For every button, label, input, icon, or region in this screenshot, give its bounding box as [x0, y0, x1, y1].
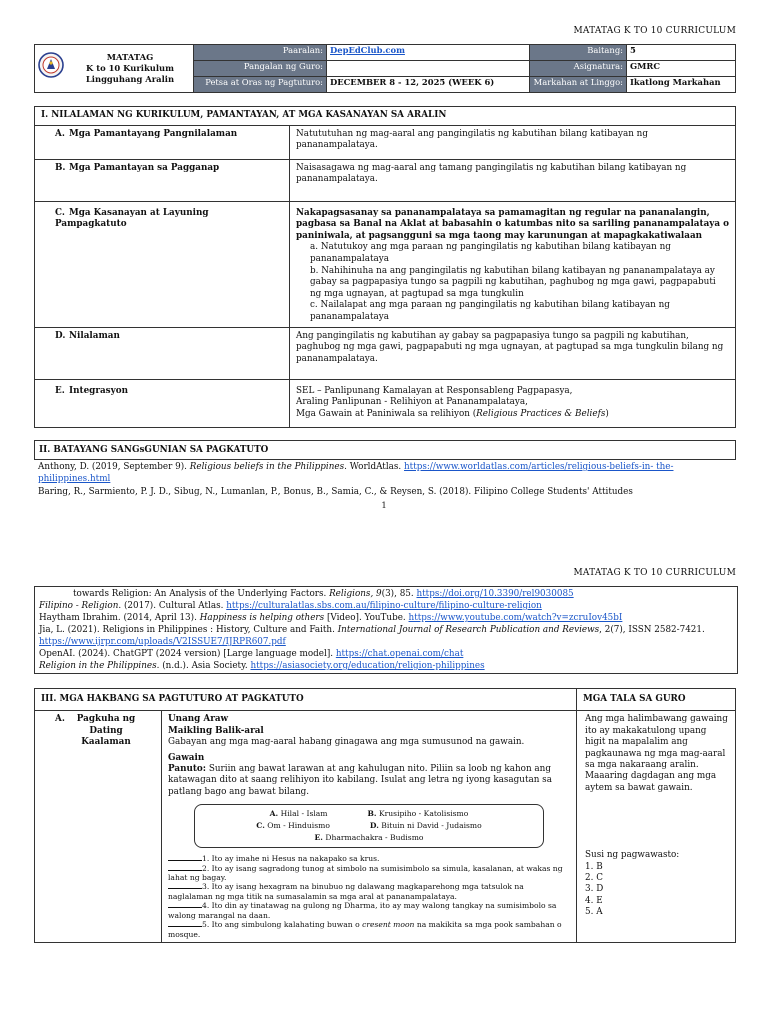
choices-row-2 [203, 820, 535, 832]
choice-d-text: Bituin ni David - Judaismo [378, 821, 482, 831]
choices-row-3 [203, 832, 535, 844]
ref-5-title: International Journal of Research Publication and Reviews [337, 625, 600, 635]
row-e-label [35, 379, 290, 427]
answer-blank[interactable] [168, 888, 202, 889]
title-line-3: Lingguhang Aralin [85, 74, 175, 84]
row-e-line-1: SEL – Panlipunang Kamalayan at Responsableng Pagpapasya, [296, 385, 573, 396]
question-item [168, 864, 570, 883]
row-e-letter: E. [55, 385, 65, 396]
choice-e-letter: E. [314, 833, 323, 843]
petsa-value: DECEMBER 8 - 12, 2025 (WEEK 6) [327, 77, 530, 93]
choice-c-text: Om - Hinduismo [264, 821, 330, 831]
question-item [168, 920, 570, 939]
ref-6-link[interactable]: https://chat.openai.com/chat [335, 649, 464, 659]
ref-2-continued [39, 588, 733, 600]
guro-value [327, 61, 530, 77]
notes-column-title: MGA TALA SA GURO [577, 689, 736, 711]
references-continued [34, 586, 738, 674]
deped-seal-icon [38, 45, 64, 85]
ref-4-link[interactable]: https://www.youtube.com/watch?v=zcruIov45bI [408, 613, 623, 623]
choice-d [370, 820, 482, 832]
ref-7-link[interactable]: https://asiasociety.org/education/religion-philippines [250, 661, 485, 671]
school-link[interactable]: DepEdClub.com [330, 45, 405, 55]
instructions [168, 764, 570, 798]
ref-5-link[interactable]: https://www.ijrpr.com/uploads/V2ISSUE7/IJRPR607.pdf [39, 637, 286, 647]
paaralan-label: Paaralan: [194, 45, 327, 61]
answer-blank[interactable] [168, 870, 202, 871]
baitang-value: 5 [627, 45, 736, 61]
question-5-text: 5. Ito ang simbulong kalahating buwan o [202, 920, 363, 930]
choice-d-letter: D. [369, 821, 379, 831]
ref-4-post: [Video]. YouTube. [324, 613, 409, 623]
step-a-label-text: Pagkuha ng Dating Kaalaman [76, 714, 136, 748]
ref-6-pre: OpenAI. (2024). ChatGPT (2024 version) [Large language model]. [39, 649, 336, 659]
ref-6 [39, 648, 733, 660]
step-a-label [35, 711, 162, 943]
row-d-letter: D. [55, 330, 66, 341]
choices-box [194, 804, 544, 848]
row-b-text: Naisasagawa ng mag-aaral ang tamang pangingilatis ng kabutihan bilang katibayan ng pananampalataya. [290, 159, 736, 201]
ref-3-post: . (2017). Cultural Atlas. [118, 601, 227, 611]
question-item [168, 901, 570, 920]
answer-key-item: 2. C [585, 873, 603, 884]
ref-1-pre: Anthony, D. (2019, September 9). [38, 462, 190, 472]
row-c-item-c: c. Nailalapat ang mga paraan ng pangingilatis ng kabutihan bilang katibayan ng pananampalataya [310, 300, 670, 322]
question-4-text: 4. Ito din ay tinatawag na gulong ng Dharma, ito ay may walong tangkay na sumisimbolo sa walong marangal na daan. [168, 901, 557, 920]
step-a-label-wrap [55, 714, 155, 748]
answer-key-item: 3. D [585, 884, 604, 895]
section-1-table [34, 106, 736, 428]
section-2-title: II. BATAYANG SANGsGUNIAN SA PAGKATUTO [34, 440, 736, 460]
answer-key-item: 5. A [585, 907, 603, 918]
instructions-text: Suriin ang bawat larawan at ang kahulugan nito. Piliin sa loob ng kahon ang katawagan dito at saang relihiyon ito kabilang. Isulat ang letra ng iyong kasagutan sa patlang bago ang bawat bilang. [168, 764, 552, 797]
row-d-text: Ang pangingilatis ng kabutihan ay gabay sa pagpapasiya tungo sa pagpili ng kabutihan, paghubog ng mga gawi, pagpapabuti ng mga ugnayan, at pagtupad sa mga tungkulin bilang ng pananampalataya. [290, 327, 736, 379]
teacher-notes [577, 711, 736, 943]
deped-seal-cell [35, 45, 68, 93]
baitang-label: Baitang: [530, 45, 627, 61]
activity-label: Gawain [168, 752, 205, 763]
question-items [168, 854, 570, 939]
ref-5-pre: Jia, L. (2021). Religions in Philippines : History, Culture and Faith. [39, 625, 338, 635]
row-e-line-3-pre: Mga Gawain at Paniniwala sa relihiyon ( [296, 408, 477, 419]
answer-blank[interactable] [168, 926, 202, 927]
title-line-2: K to 10 Kurikulum [86, 63, 174, 73]
row-b-letter: B. [55, 162, 66, 173]
asignatura-value: GMRC [627, 61, 736, 77]
step-a-content [162, 711, 577, 943]
row-a-label [35, 125, 290, 159]
ref-7 [39, 660, 733, 672]
answer-key-item: 4. E [585, 895, 603, 906]
page-number: 1 [381, 500, 387, 510]
lesson-header-table [34, 44, 736, 93]
petsa-label: Petsa at Oras ng Pagtuturo: [194, 77, 327, 93]
markahan-label: Markahan at Linggo: [530, 77, 627, 93]
ref-2-cont-em: Religions, 9 [329, 589, 382, 599]
answer-blank[interactable] [168, 860, 202, 861]
ref-4 [39, 612, 733, 624]
question-5-em: cresent moon [362, 920, 415, 930]
row-c-item-b: b. Nahihinuha na ang pangingilatis ng kabutihan bilang katibayan ng pananampalataya ay gabay sa pagpapasiya tungo sa pagpili ng kabutihan, paghubog ng mga gawi, pagpapabuti ng mga ugnayan, at pagtupad sa mga tungkulin [310, 265, 716, 299]
row-e-line-3 [296, 409, 729, 421]
row-a-text: Natututuhan ng mag-aaral ang pangingilatis ng kabutihan bilang katibayan ng pananampalataya. [290, 125, 736, 159]
row-e-content [290, 379, 736, 427]
row-b-label-text: Mga Pamantayan sa Pagganap [69, 162, 220, 173]
ref-7-title: Religion in the Philippines [39, 661, 157, 671]
section-3-table [34, 688, 736, 943]
row-c-main: Nakapagsasanay sa pananampalataya sa pamamagitan ng regular na pananalangin, pagbasa sa Banal na Aklat at babasahin o katumbas nito sa sariling pananampalataya o paniniwala, at pagsangguni sa mga taong may karunungan at mapagkakatiwalaan [296, 207, 730, 241]
row-c-label [35, 201, 290, 327]
review-label: Maikling Balik-aral [168, 725, 264, 736]
ref-2-cont-pre: towards Religion: An Analysis of the Underlying Factors. [73, 589, 330, 599]
title-line-1: MATATAG [106, 52, 154, 62]
ref-4-title: Happiness is helping others [199, 613, 325, 623]
answer-blank[interactable] [168, 907, 202, 908]
row-a-label-text: Mga Pamantayang Pangnilalaman [69, 128, 238, 139]
choice-e [315, 832, 424, 844]
ref-5-post: , 2(7), ISSN 2582-7421. [599, 625, 705, 635]
ref-4-pre: Haytham Ibrahim. (2014, April 13). [39, 613, 200, 623]
markahan-value: Ikatlong Markahan [627, 77, 736, 93]
question-item [168, 882, 570, 901]
question-2-text: 2. Ito ay isang sagradong tunog at simbolo na sumisimbolo sa simula, kasalanan, at wakas ng lahat ng bagay. [168, 863, 563, 883]
ref-3 [39, 600, 733, 612]
curriculum-label: MATATAG K TO 10 CURRICULUM [573, 26, 736, 36]
lesson-type-title [67, 45, 194, 93]
ref-1-link[interactable]: https://www.worldatlas.com/articles/religious-beliefs-in- the-philippines.html [38, 462, 674, 484]
choice-c-letter: C. [256, 821, 265, 831]
ref-1-title: Religious beliefs in the Philippines [189, 462, 345, 472]
section-1-title: I. NILALAMAN NG KURIKULUM, PAMANTAYAN, AT MGA KASANAYAN SA ARALIN [35, 107, 736, 126]
ref-2-link[interactable]: https://doi.org/10.3390/rel9030085 [416, 589, 574, 599]
day-label: Unang Araw [168, 714, 229, 725]
row-c-letter: C. [55, 207, 65, 218]
row-c-content [290, 201, 736, 327]
row-e-line-3-post: ) [605, 408, 609, 419]
paaralan-value[interactable] [327, 45, 530, 61]
choice-c [256, 820, 330, 832]
row-d-label-text: Nilalaman [69, 330, 120, 341]
choice-b-letter: B. [367, 809, 377, 819]
question-3-text: 3. Ito ay isang hexagram na binubuo ng dalawang magkaparehong mga tatsulok na naglalaman ng mga titik na sumasalamin sa mga aral at pananampalataya. [168, 882, 524, 901]
teacher-notes-text: Ang mga halimbawang gawaing ito ay makakatulong upang higit na mapalalim ang pagkaunawa ng mga mag-aaral sa mga nakaraang aralin. Maaaring dagdagan ang mga aytem sa bawat gawain. [585, 714, 728, 793]
step-a-letter: A. [55, 714, 65, 725]
answer-key-title: Susi ng pagwawasto: [585, 850, 680, 861]
section-2-block [34, 440, 736, 498]
answer-key-item: 1. B [585, 861, 603, 872]
ref-7-post: . (n.d.). Asia Society. [156, 661, 251, 671]
row-e-line-2: Araling Panlipunan - Relihiyon at Pananampalataya, [296, 397, 528, 408]
row-e-label-text: Integrasyon [69, 385, 128, 396]
row-c-item-a: a. Natutukoy ang mga paraan ng pangingilatis ng kabutihan bilang katibayan ng pananampalataya [310, 242, 671, 264]
question-1-text: 1. Ito ay imahe ni Hesus na nakapako sa krus. [202, 854, 380, 864]
ref-2-cont-post: (3), 85. [381, 589, 417, 599]
choice-b [368, 808, 469, 820]
asignatura-label: Asignatura: [530, 61, 627, 77]
choice-b-text: Krusipiho - Katolisismo [376, 809, 469, 819]
choice-e-text: Dharmachakra - Budismo [322, 833, 424, 843]
curriculum-label-page-2: MATATAG K TO 10 CURRICULUM [573, 568, 736, 578]
ref-3-title: Filipino - Religion [39, 601, 119, 611]
ref-1-post: . WorldAtlas. [344, 462, 405, 472]
section-3-title: III. MGA HAKBANG SA PAGTUTURO AT PAGKATUTO [35, 689, 577, 711]
question-item [168, 854, 570, 863]
ref-2: Baring, R., Sarmiento, P. J. D., Sibug, N., Lumanlan, P., Bonus, B., Samia, C., & Reysen, S. (2018). Filipino College Students' Attitudes [38, 487, 633, 497]
ref-1 [34, 460, 736, 486]
review-text: Gabayan ang mga mag-aaral habang ginagawa ang mga sumusunod na gawain. [168, 737, 525, 748]
choice-a [270, 808, 328, 820]
guro-label: Pangalan ng Guro: [194, 61, 327, 77]
choices-row-1 [203, 808, 535, 820]
row-c-label-text: Mga Kasanayan at Layuning Pampagkatuto [55, 207, 209, 230]
ref-3-link[interactable]: https://culturalatlas.sbs.com.au/filipino-culture/filipino-culture-religion [226, 601, 542, 611]
question-5-post: na makikita sa mga pook sambahan o mosque. [168, 920, 562, 939]
row-e-line-3-em: Religious Practices & Beliefs [476, 408, 606, 419]
row-d-label [35, 327, 290, 379]
choice-a-letter: A. [269, 809, 279, 819]
instructions-label: Panuto: [168, 764, 207, 775]
choice-a-text: Hilal - Islam [278, 809, 328, 819]
ref-5 [39, 624, 733, 648]
row-b-label [35, 159, 290, 201]
row-a-letter: A. [55, 128, 65, 139]
